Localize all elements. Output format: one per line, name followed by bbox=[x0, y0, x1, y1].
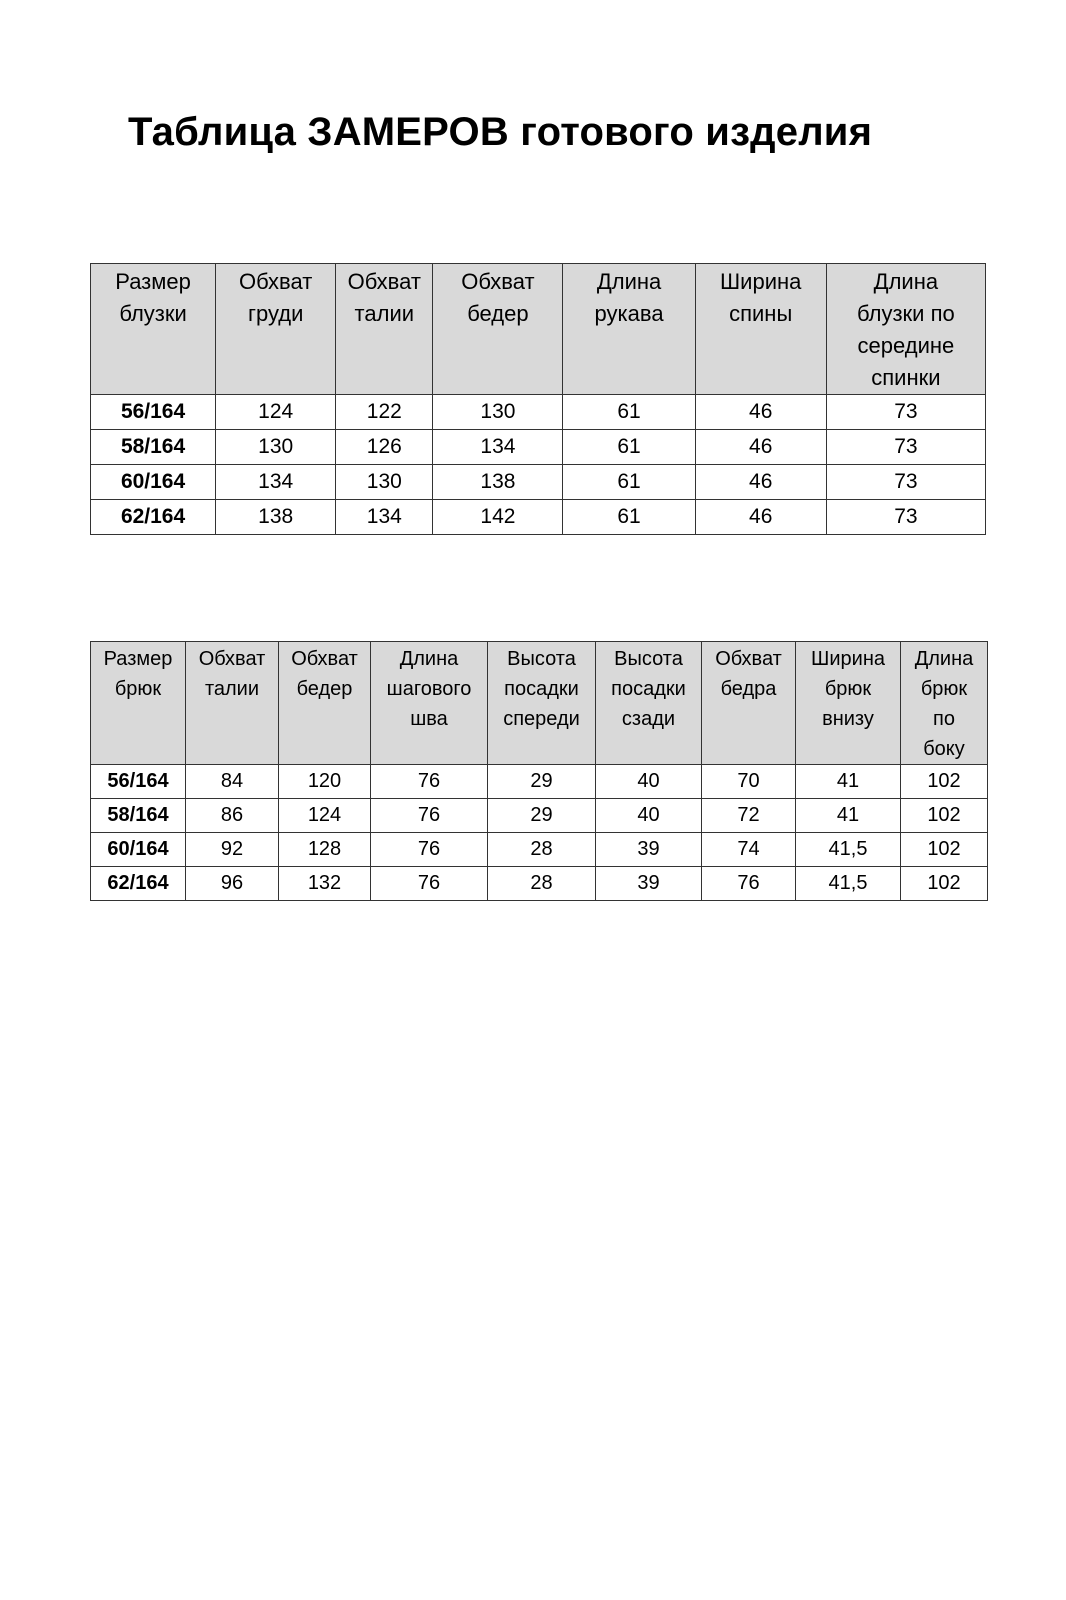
column-header-line: спинки bbox=[871, 365, 941, 390]
measurement-cell: 102 bbox=[901, 833, 988, 867]
measurement-cell: 73 bbox=[826, 465, 985, 500]
column-header-line: Обхват bbox=[461, 269, 535, 294]
column-header-line: боку bbox=[923, 738, 965, 760]
measurement-cell: 29 bbox=[488, 799, 596, 833]
measurement-cell: 134 bbox=[216, 465, 336, 500]
table-row bbox=[91, 395, 986, 430]
measurement-cell: 29 bbox=[488, 765, 596, 799]
column-header-line: Размер bbox=[115, 269, 191, 294]
measurement-cell: 28 bbox=[488, 833, 596, 867]
column-header bbox=[216, 264, 336, 395]
column-header-line: брюк bbox=[824, 678, 872, 700]
measurement-cell: 130 bbox=[336, 465, 433, 500]
measurement-cell: 102 bbox=[901, 799, 988, 833]
column-header-line: Обхват bbox=[198, 648, 266, 670]
measurement-cell: 28 bbox=[488, 867, 596, 901]
column-header-line: Обхват bbox=[291, 648, 358, 670]
table-row bbox=[91, 430, 986, 465]
size-cell: 62/164 bbox=[91, 500, 216, 535]
measurement-cell: 76 bbox=[702, 867, 796, 901]
measurement-cell: 61 bbox=[563, 395, 695, 430]
column-header bbox=[796, 642, 901, 765]
column-header-line: Высота bbox=[507, 648, 576, 670]
size-cell: 60/164 bbox=[91, 833, 186, 867]
table-row bbox=[91, 765, 988, 799]
column-header-line: бедер bbox=[467, 301, 529, 326]
measurement-cell: 102 bbox=[901, 867, 988, 901]
column-header-line: Обхват bbox=[347, 269, 421, 294]
column-header-line: Ширина bbox=[720, 269, 802, 294]
pants-measurements-table bbox=[90, 641, 988, 901]
column-header-line: сзади bbox=[621, 708, 676, 730]
measurement-cell: 120 bbox=[279, 765, 371, 799]
column-header-line: бедер bbox=[296, 678, 353, 700]
column-header-line: рукава bbox=[594, 301, 664, 326]
size-cell: 56/164 bbox=[91, 765, 186, 799]
column-header-line: блузки по bbox=[857, 301, 955, 326]
column-header bbox=[826, 264, 985, 395]
column-header-line: талии bbox=[354, 301, 415, 326]
measurement-cell: 128 bbox=[279, 833, 371, 867]
measurement-cell: 41,5 bbox=[796, 833, 901, 867]
measurement-cell: 142 bbox=[433, 500, 563, 535]
measurement-cell: 73 bbox=[826, 500, 985, 535]
column-header-line: шва bbox=[410, 708, 448, 730]
measurement-cell: 46 bbox=[695, 465, 826, 500]
measurement-cell: 70 bbox=[702, 765, 796, 799]
column-header bbox=[488, 642, 596, 765]
table-row bbox=[91, 465, 986, 500]
measurement-cell: 76 bbox=[371, 833, 488, 867]
table-header-row bbox=[91, 264, 986, 395]
column-header bbox=[433, 264, 563, 395]
column-header bbox=[336, 264, 433, 395]
measurement-cell: 132 bbox=[279, 867, 371, 901]
column-header bbox=[901, 642, 988, 765]
size-cell: 58/164 bbox=[91, 799, 186, 833]
measurement-cell: 134 bbox=[433, 430, 563, 465]
measurement-cell: 39 bbox=[596, 867, 702, 901]
measurement-cell: 76 bbox=[371, 799, 488, 833]
measurement-cell: 46 bbox=[695, 500, 826, 535]
column-header-line: шагового bbox=[386, 678, 472, 700]
measurement-cell: 41,5 bbox=[796, 867, 901, 901]
column-header-line: посадки bbox=[504, 678, 579, 700]
column-header-line: Длина bbox=[914, 648, 974, 670]
column-header-line: бедра bbox=[720, 678, 777, 700]
measurement-cell: 40 bbox=[596, 765, 702, 799]
measurement-cell: 46 bbox=[695, 430, 826, 465]
column-header-line: Длина bbox=[873, 269, 939, 294]
size-cell: 60/164 bbox=[91, 465, 216, 500]
column-header-line: Ширина bbox=[811, 648, 885, 670]
size-cell: 56/164 bbox=[91, 395, 216, 430]
measurement-cell: 76 bbox=[371, 867, 488, 901]
measurement-cell: 134 bbox=[336, 500, 433, 535]
measurement-cell: 126 bbox=[336, 430, 433, 465]
blouse-measurements-table bbox=[90, 263, 986, 535]
table-header-row bbox=[91, 642, 988, 765]
measurement-cell: 73 bbox=[826, 430, 985, 465]
measurement-cell: 86 bbox=[186, 799, 279, 833]
column-header-line: талии bbox=[204, 678, 260, 700]
column-header-line: блузки bbox=[119, 301, 187, 326]
measurement-cell: 72 bbox=[702, 799, 796, 833]
column-header-line: внизу bbox=[822, 708, 874, 730]
measurement-cell: 61 bbox=[563, 500, 695, 535]
measurement-cell: 130 bbox=[216, 430, 336, 465]
page-title: Таблица ЗАМЕРОВ готового изделия bbox=[128, 110, 873, 154]
measurement-cell: 61 bbox=[563, 430, 695, 465]
measurement-cell: 122 bbox=[336, 395, 433, 430]
column-header bbox=[279, 642, 371, 765]
measurement-cell: 61 bbox=[563, 465, 695, 500]
measurement-cell: 39 bbox=[596, 833, 702, 867]
measurement-cell: 84 bbox=[186, 765, 279, 799]
table-row bbox=[91, 867, 988, 901]
measurement-cell: 40 bbox=[596, 799, 702, 833]
column-header bbox=[186, 642, 279, 765]
measurement-cell: 130 bbox=[433, 395, 563, 430]
size-cell: 62/164 bbox=[91, 867, 186, 901]
measurement-cell: 102 bbox=[901, 765, 988, 799]
column-header-line: брюк bbox=[114, 678, 162, 700]
table-row bbox=[91, 833, 988, 867]
size-cell: 58/164 bbox=[91, 430, 216, 465]
measurement-cell: 124 bbox=[279, 799, 371, 833]
column-header bbox=[371, 642, 488, 765]
measurement-cell: 138 bbox=[216, 500, 336, 535]
measurement-cell: 124 bbox=[216, 395, 336, 430]
column-header-line: посадки bbox=[611, 678, 686, 700]
column-header-line: Обхват bbox=[715, 648, 782, 670]
column-header-line: спереди bbox=[503, 708, 580, 730]
column-header bbox=[563, 264, 695, 395]
measurement-cell: 74 bbox=[702, 833, 796, 867]
column-header-line: Размер bbox=[103, 648, 173, 670]
measurement-cell: 41 bbox=[796, 799, 901, 833]
table-row bbox=[91, 799, 988, 833]
column-header bbox=[91, 264, 216, 395]
column-header-line: спины bbox=[729, 301, 793, 326]
measurement-cell: 96 bbox=[186, 867, 279, 901]
column-header-line: брюк bbox=[920, 678, 968, 700]
measurement-cell: 92 bbox=[186, 833, 279, 867]
measurement-cell: 46 bbox=[695, 395, 826, 430]
column-header bbox=[91, 642, 186, 765]
column-header bbox=[695, 264, 826, 395]
column-header-line: Обхват bbox=[239, 269, 313, 294]
column-header-line: середине bbox=[857, 333, 955, 358]
column-header-line: Длина bbox=[596, 269, 662, 294]
column-header-line: груди bbox=[247, 301, 304, 326]
column-header bbox=[702, 642, 796, 765]
table-row bbox=[91, 500, 986, 535]
measurement-cell: 76 bbox=[371, 765, 488, 799]
column-header-line: Высота bbox=[614, 648, 683, 670]
column-header bbox=[596, 642, 702, 765]
column-header-line: Длина bbox=[399, 648, 459, 670]
measurement-cell: 73 bbox=[826, 395, 985, 430]
measurement-cell: 41 bbox=[796, 765, 901, 799]
column-header-line: по bbox=[933, 708, 955, 730]
measurement-cell: 138 bbox=[433, 465, 563, 500]
